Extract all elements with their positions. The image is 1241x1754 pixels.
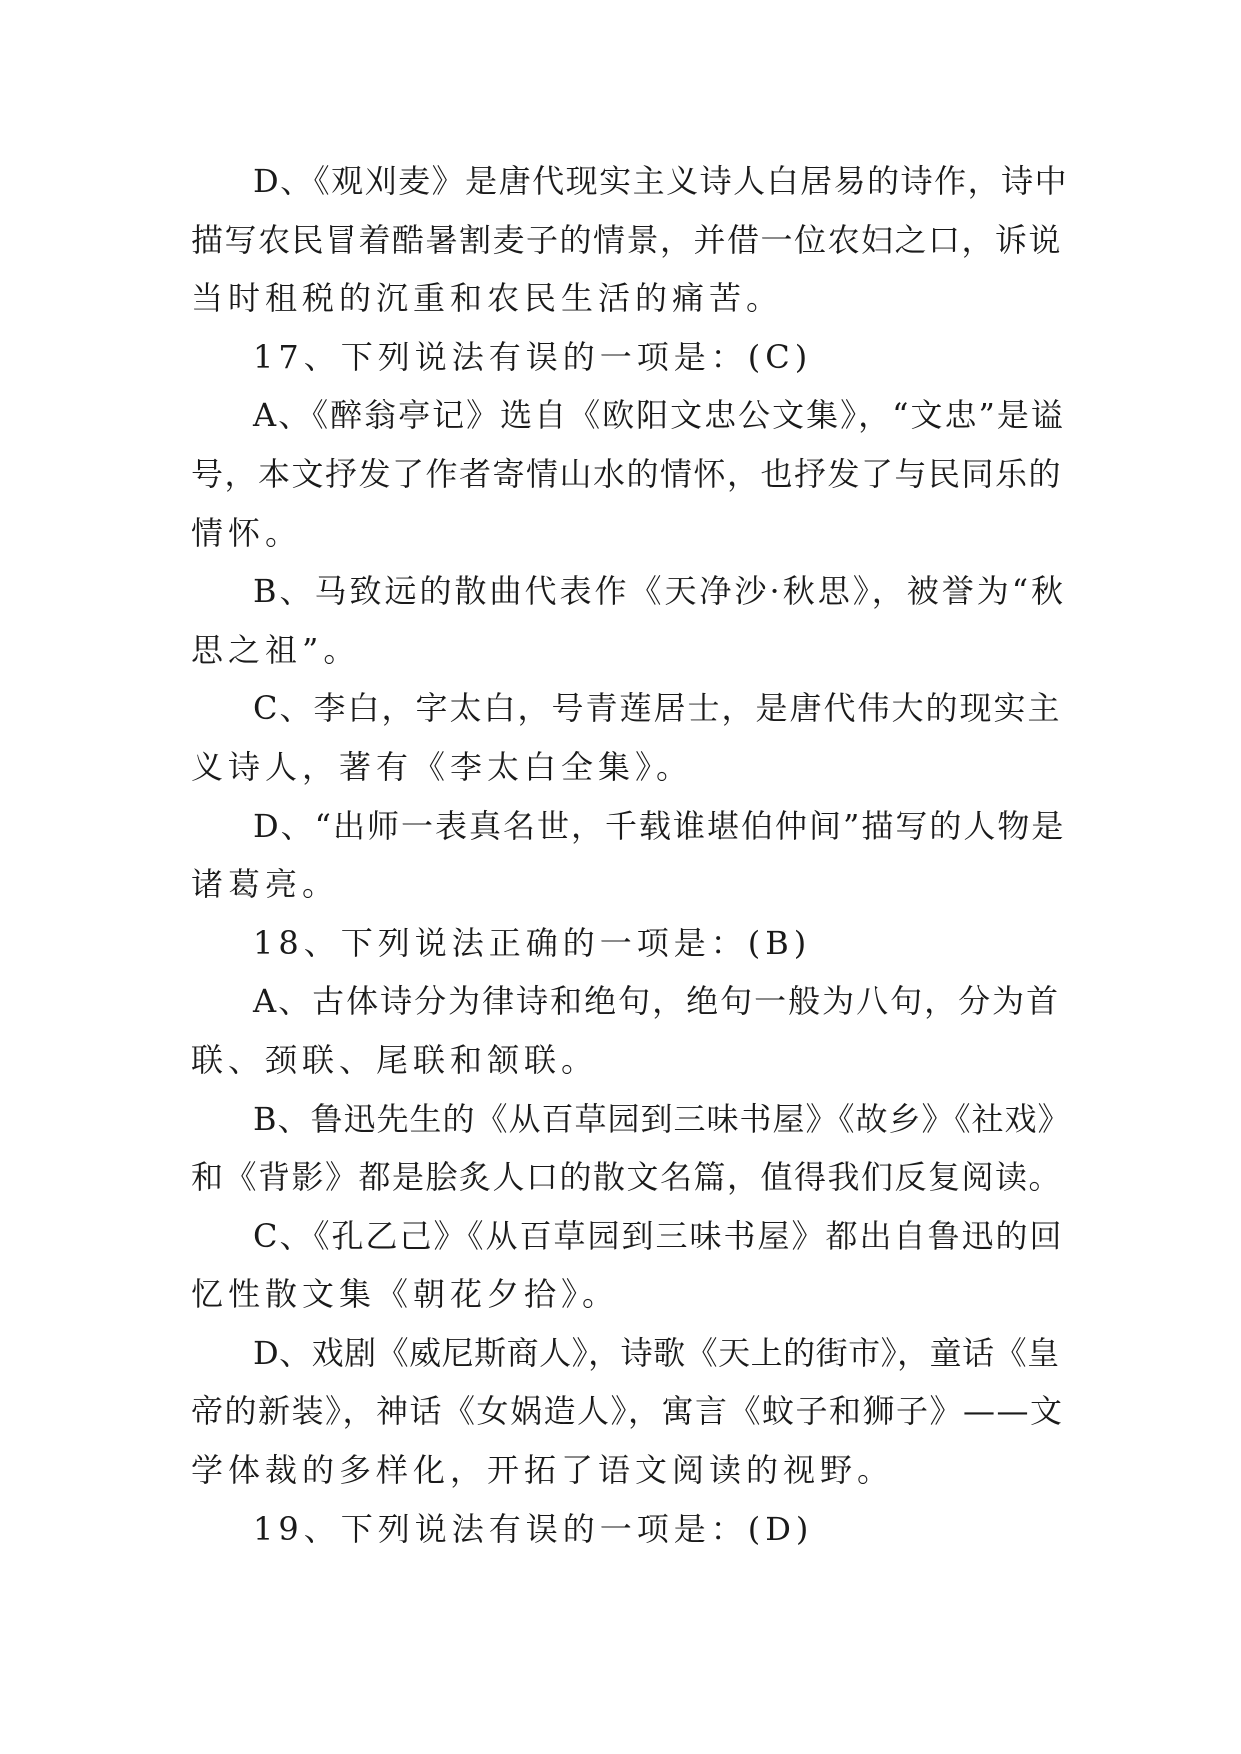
option-a: A、古体诗分为律诗和绝句，绝句一般为八句，分为首 [253, 982, 1061, 1021]
text-line: 思之祖”。 [191, 630, 361, 669]
option-c: C、李白，字太白，号青莲居士，是唐代伟大的现实主 [253, 689, 1062, 728]
text-line: 义诗人，著有《李太白全集》。 [191, 747, 694, 786]
option-b: B、鲁迅先生的《从百草园到三味书屋》《故乡》《社戏》 [253, 1099, 1071, 1138]
text-line: 号，本文抒发了作者寄情山水的情怀，也抒发了与民同乐的 [191, 454, 1063, 493]
question-19: 19、下列说法有误的一项是：(D) [253, 1509, 814, 1548]
option-d: D、“出师一表真名世，千载谁堪伯仲间”描写的人物是 [253, 806, 1066, 845]
text-line: 联、颈联、尾联和颔联。 [191, 1040, 599, 1079]
text-line: 忆性散文集《朝花夕拾》。 [191, 1275, 620, 1314]
text-line: 诸葛亮。 [191, 865, 340, 904]
question-17: 17、下列说法有误的一项是：(C) [253, 337, 813, 376]
text-line: 情怀。 [191, 513, 303, 552]
text-line: 和《背影》都是脍炙人口的散文名篇，值得我们反复阅读。 [191, 1158, 1063, 1197]
document-body [191, 152, 1071, 1558]
option-d: D、戏剧《威尼斯商人》，诗歌《天上的街市》，童话《皇 [253, 1333, 1060, 1372]
text-line: 描写农民冒着酷暑割麦子的情景，并借一位农妇之口，诉说 [191, 220, 1063, 259]
question-18: 18、下列说法正确的一项是：(B) [253, 923, 812, 962]
text-line: 学体裁的多样化，开拓了语文阅读的视野。 [191, 1451, 895, 1490]
text-line: 帝的新装》，神话《女娲造人》，寓言《蚊子和狮子》——文 [191, 1392, 1064, 1431]
option-a: A、《醉翁亭记》选自《欧阳文忠公文集》，“文忠”是谥 [253, 396, 1065, 435]
option-b: B、马致远的散曲代表作《天净沙·秋思》，被誉为“秋 [253, 572, 1067, 611]
text-line: D、《观刈麦》是唐代现实主义诗人白居易的诗作，诗中 [253, 162, 1069, 200]
option-c: C、《孔乙己》《从百草园到三味书屋》都出自鲁迅的回 [253, 1216, 1064, 1255]
text-line: 当时租税的沉重和农民生活的痛苦。 [191, 279, 784, 318]
